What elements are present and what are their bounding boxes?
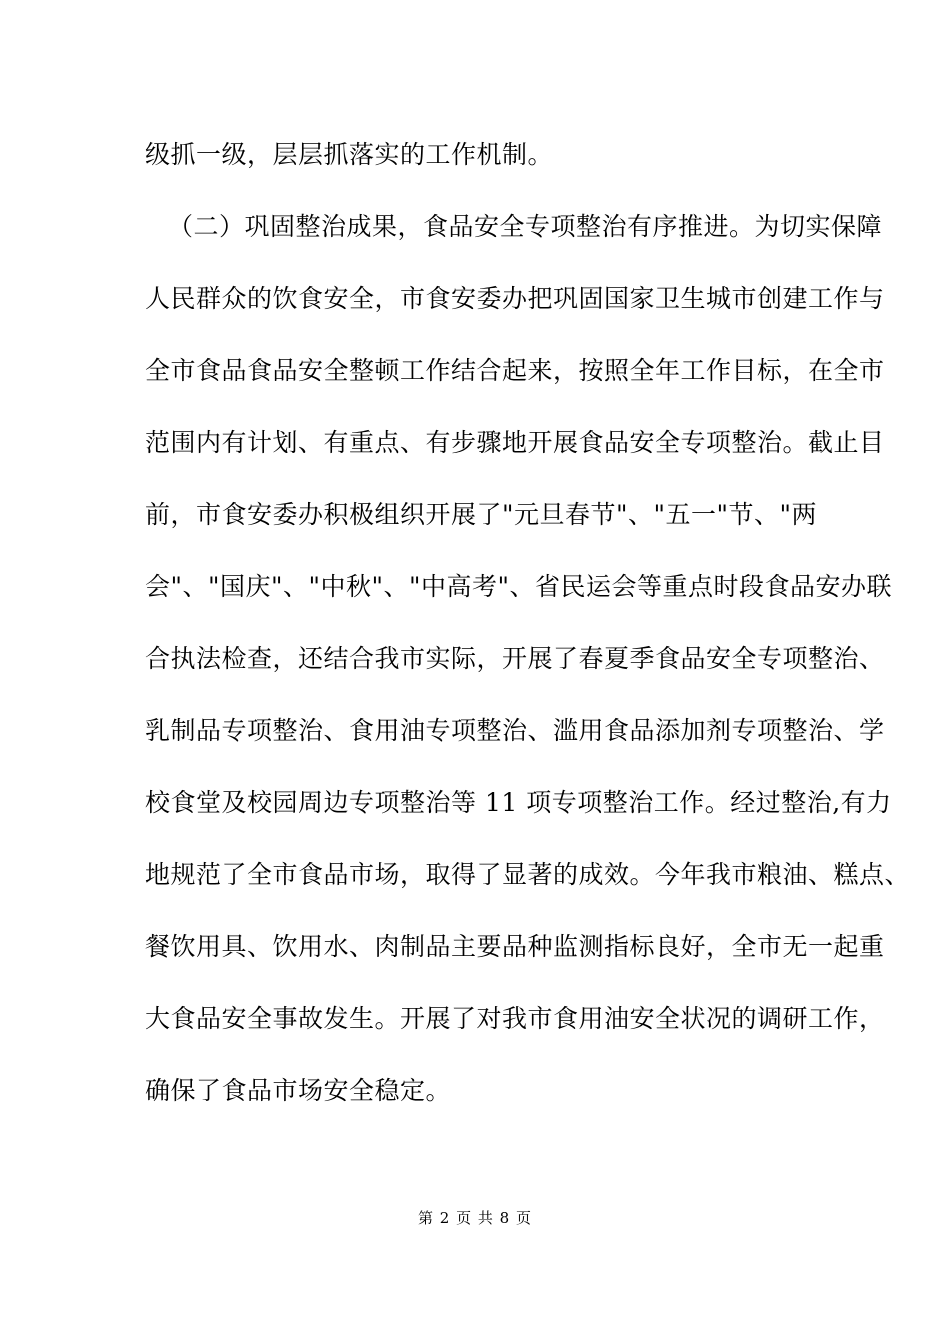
body-line: 确保了食品市场安全稳定。 xyxy=(145,1076,452,1105)
body-line: 乳制品专项整治、食用油专项整治、滥用食品添加剂专项整治、学 xyxy=(145,716,885,745)
body-line: 级抓一级，层层抓落实的工作机制。 xyxy=(145,140,554,169)
body-line: 餐饮用具、饮用水、肉制品主要品种监测指标良好，全市无一起重 xyxy=(145,932,885,961)
paragraph-first-line: （二）巩固整治成果，食品安全专项整治有序推进。为切实保障 xyxy=(168,212,883,241)
body-line: 会"、"国庆"、"中秋"、"中高考"、省民运会等重点时段食品安办联 xyxy=(145,572,892,601)
body-line: 人民群众的饮食安全，市食安委办把巩固国家卫生城市创建工作与 xyxy=(145,284,885,313)
body-line: 前，市食安委办积极组织开展了"元旦春节"、"五一"节、"两 xyxy=(145,500,817,529)
body-line: 范围内有计划、有重点、有步骤地开展食品安全专项整治。截止目 xyxy=(145,428,885,457)
page-number-footer: 第 2 页 共 8 页 xyxy=(418,1209,532,1227)
body-line: 地规范了全市食品市场，取得了显著的成效。今年我市粮油、糕点、 xyxy=(145,860,911,889)
body-line: 校食堂及校园周边专项整治等 11 项专项整治工作。经过整治,有力 xyxy=(145,788,892,817)
body-line: 大食品安全事故发生。开展了对我市食用油安全状况的调研工作， xyxy=(145,1004,885,1033)
body-line: 合执法检查，还结合我市实际，开展了春夏季食品安全专项整治、 xyxy=(145,644,885,673)
body-line: 全市食品食品安全整顿工作结合起来，按照全年工作目标，在全市 xyxy=(145,356,885,385)
